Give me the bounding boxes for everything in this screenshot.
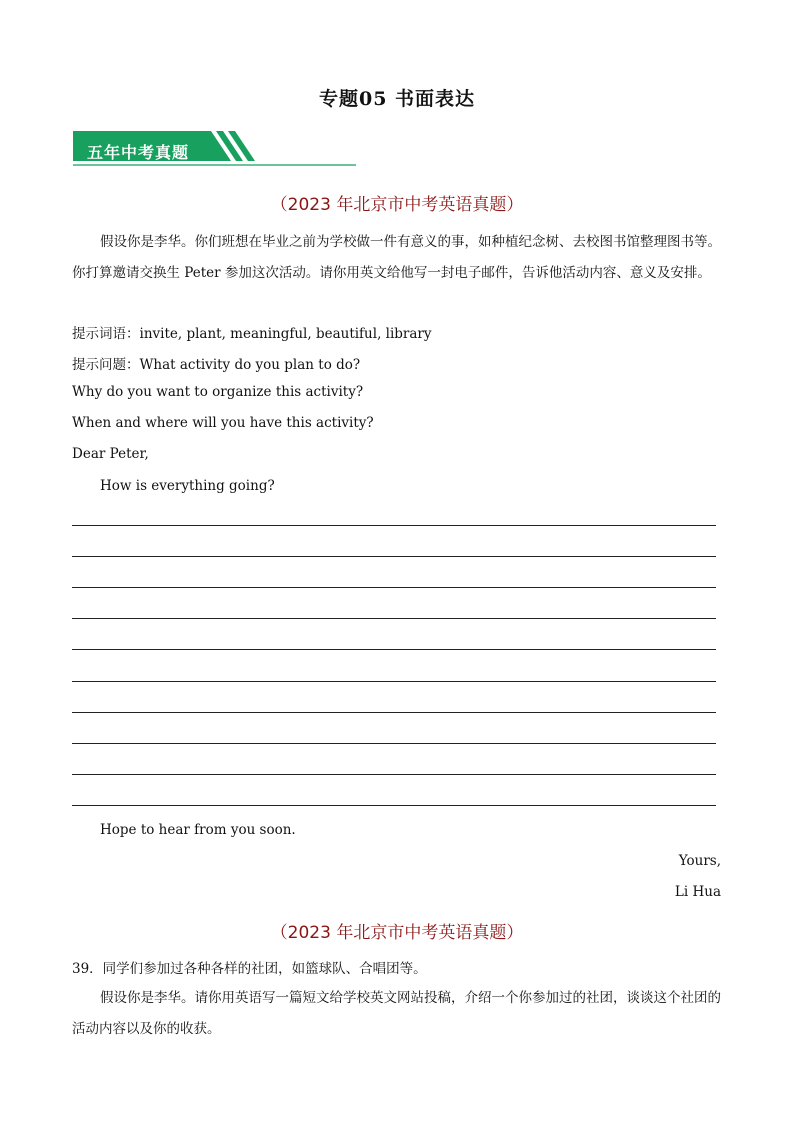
banner-label: 五年中考真题: [87, 143, 190, 162]
answer-line[interactable]: [72, 681, 716, 682]
answer-line[interactable]: [72, 556, 716, 557]
letter-closing: Hope to hear from you soon.: [100, 822, 296, 838]
answer-line[interactable]: [72, 743, 716, 744]
answer-line[interactable]: [72, 712, 716, 713]
letter-signature: Li Hua: [674, 884, 721, 900]
answer-line[interactable]: [72, 618, 716, 619]
writing-prompt: 假设你是李华。请你用英语写一篇短文给学校英文网站投稿，介绍一个你参加过的社团，谈谈这个社团的活动内容以及你的收获。: [72, 990, 721, 1037]
writing-prompt: 假设你是李华。你们班想在毕业之前为学校做一件有意义的事，如种植纪念树、去校图书馆整理图书等。你打算邀请交换生 Peter 参加这次活动。请你用英文给他写一封电子邮件，告诉他活动内容、意义及安排。: [72, 234, 721, 281]
question-intro: 39．同学们参加过各种各样的社团，如篮球队、合唱团等。: [72, 961, 427, 977]
hint-question: 提示问题：What activity do you plan to do?: [72, 357, 361, 373]
answer-line[interactable]: [72, 525, 716, 526]
hint-words: 提示词语：invite, plant, meaningful, beautiful, library: [72, 326, 432, 342]
letter-opening: How is everything going?: [100, 478, 275, 494]
section-heading: （2023 年北京市中考英语真题）: [270, 195, 524, 215]
hint-question: When and where will you have this activity?: [72, 415, 374, 431]
answer-line[interactable]: [72, 805, 716, 806]
letter-salutation: Dear Peter,: [72, 446, 149, 462]
page-title: 专题05 书面表达: [318, 88, 476, 110]
answer-line[interactable]: [72, 587, 716, 588]
section-heading: （2023 年北京市中考英语真题）: [270, 923, 524, 943]
hint-question: Why do you want to organize this activity?: [72, 384, 364, 400]
letter-signoff: Yours,: [678, 853, 721, 869]
answer-line[interactable]: [72, 649, 716, 650]
answer-line[interactable]: [72, 774, 716, 775]
